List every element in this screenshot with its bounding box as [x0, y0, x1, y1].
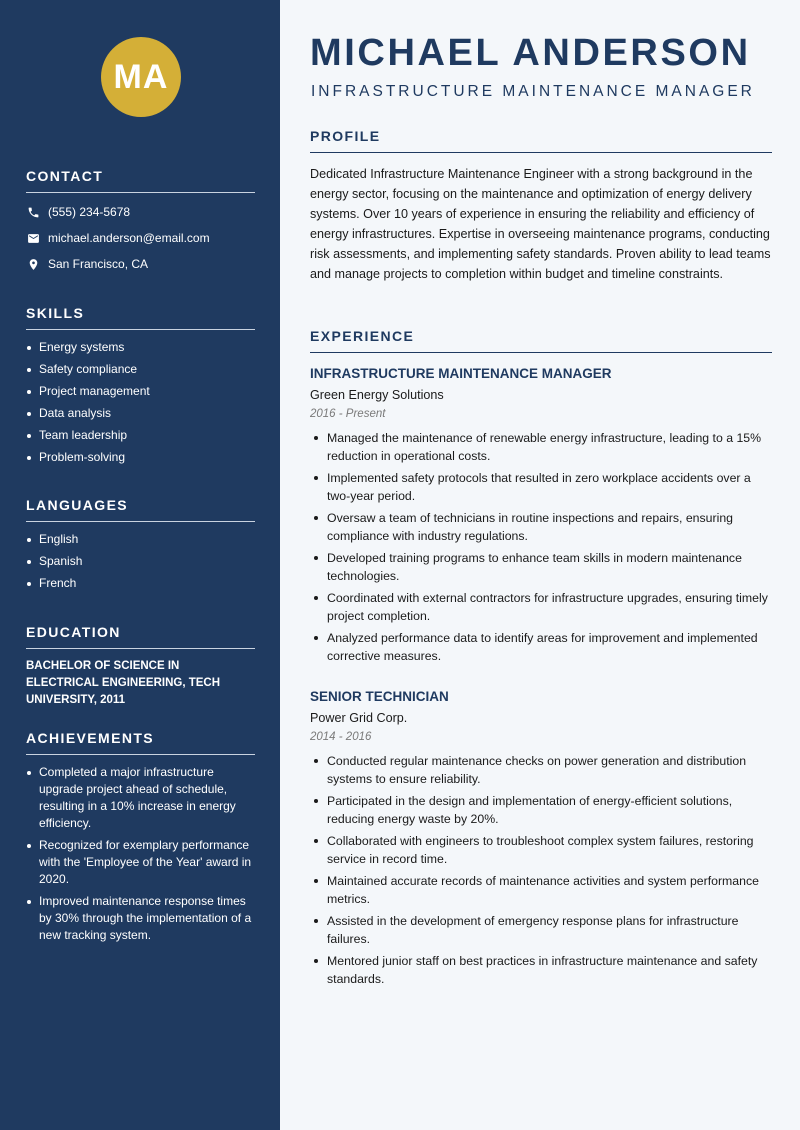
list-item: Collaborated with engineers to troubleshoot complex system failures, restoring service in record time.	[310, 832, 772, 868]
list-item: Recognized for exemplary performance with the 'Employee of the Year' award in 2020.	[26, 837, 255, 888]
job-company: Green Energy Solutions	[310, 388, 444, 402]
contact-phone-row	[26, 199, 255, 225]
job-title: SENIOR TECHNICIAN	[310, 689, 449, 704]
job-company: Power Grid Corp.	[310, 711, 408, 725]
skills-list	[26, 339, 255, 466]
list-item: Analyzed performance data to identify areas for improvement and implemented corrective measures.	[310, 629, 772, 665]
contact-phone[interactable]: (555) 234-5678	[48, 205, 131, 219]
languages-list	[26, 531, 255, 592]
list-item: Maintained accurate records of maintenance activities and system performance metrics.	[310, 872, 772, 908]
list-item: Project management	[26, 383, 255, 400]
list-item: Team leadership	[26, 427, 255, 444]
job-entry	[310, 366, 772, 669]
list-item: Spanish	[26, 553, 255, 570]
languages-heading: LANGUAGES	[26, 497, 255, 522]
candidate-name: MICHAEL ANDERSON	[310, 32, 751, 74]
contact-email-row	[26, 225, 255, 251]
list-item: Safety compliance	[26, 361, 255, 378]
list-item: Oversaw a team of technicians in routine inspections and repairs, ensuring compliance with industry regulations.	[310, 509, 772, 545]
phone-icon	[26, 205, 40, 219]
job-dates: 2016 - Present	[310, 408, 386, 420]
languages-section	[26, 497, 255, 597]
list-item: English	[26, 531, 255, 548]
profile-section	[310, 128, 772, 284]
location-pin-icon	[26, 257, 40, 271]
list-item: Participated in the design and implementation of energy-efficient solutions, reducing energy waste by 20%.	[310, 792, 772, 828]
list-item: Implemented safety protocols that resulted in zero workplace accidents over a two-year period.	[310, 469, 772, 505]
sidebar	[0, 0, 280, 1130]
job-bullets	[310, 429, 772, 665]
contact-location-row	[26, 251, 255, 277]
candidate-role: INFRASTRUCTURE MAINTENANCE MANAGER	[311, 83, 755, 100]
contact-email[interactable]: michael.anderson@email.com	[48, 231, 210, 245]
contact-location: San Francisco, CA	[48, 257, 149, 271]
list-item: French	[26, 575, 255, 592]
list-item: Problem-solving	[26, 449, 255, 466]
list-item: Coordinated with external contractors for infrastructure upgrades, ensuring timely project completion.	[310, 589, 772, 625]
education-heading: EDUCATION	[26, 624, 255, 649]
education-section	[26, 624, 255, 709]
list-item: Improved maintenance response times by 30% through the implementation of a new tracking system.	[26, 893, 255, 944]
email-icon	[26, 231, 40, 245]
list-item: Energy systems	[26, 339, 255, 356]
list-item: Assisted in the development of emergency response plans for infrastructure failures.	[310, 912, 772, 948]
avatar: MA	[101, 37, 181, 117]
experience-heading: EXPERIENCE	[310, 328, 772, 353]
achievements-section	[26, 730, 255, 949]
education-degree: BACHELOR OF SCIENCE IN ELECTRICAL ENGINEERING, TECH UNIVERSITY, 2011	[26, 660, 221, 706]
achievements-list	[26, 764, 255, 944]
list-item: Mentored junior staff on best practices in infrastructure maintenance and safety standards.	[310, 952, 772, 988]
skills-section	[26, 305, 255, 471]
achievements-heading: ACHIEVEMENTS	[26, 730, 255, 755]
job-bullets	[310, 752, 772, 988]
list-item: Conducted regular maintenance checks on power generation and distribution systems to ensure reliability.	[310, 752, 772, 788]
skills-heading: SKILLS	[26, 305, 255, 330]
job-title: INFRASTRUCTURE MAINTENANCE MANAGER	[310, 366, 612, 381]
profile-text: Dedicated Infrastructure Maintenance Engineer with a strong background in the energy sector, focusing on the maintenance and optimization of energy delivery systems. Over 10 years of experience in ensuring the reliability and efficiency of energy infrastructures. Expertise in overseeing maintenance programs, conducting risk assessments, and implementing safety standards. Proven ability to lead teams and manage projects to completion within budget and timeline constraints.	[310, 167, 771, 281]
job-entry	[310, 689, 772, 992]
experience-section	[310, 328, 772, 353]
list-item: Completed a major infrastructure upgrade project ahead of schedule, resulting in a 10% increase in energy efficiency.	[26, 764, 255, 832]
contact-heading: CONTACT	[26, 168, 255, 193]
list-item: Developed training programs to enhance team skills in modern maintenance technologies.	[310, 549, 772, 585]
list-item: Data analysis	[26, 405, 255, 422]
job-dates: 2014 - 2016	[310, 731, 372, 743]
contact-section	[26, 168, 255, 277]
list-item: Managed the maintenance of renewable energy infrastructure, leading to a 15% reduction in operational costs.	[310, 429, 772, 465]
profile-heading: PROFILE	[310, 128, 772, 153]
